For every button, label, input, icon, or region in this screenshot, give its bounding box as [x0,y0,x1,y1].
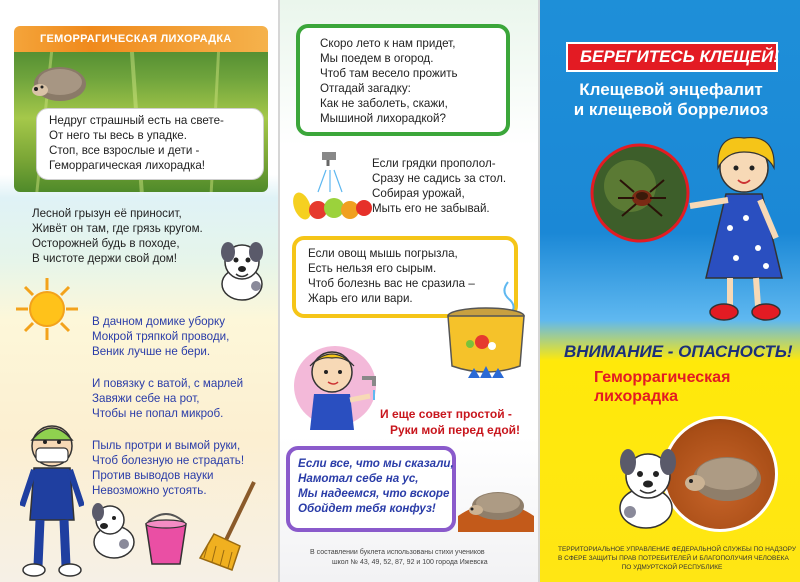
footer-line: ТЕРРИТОРИАЛЬНОЕ УПРАВЛЕНИЕ ФЕДЕРАЛЬНОЙ СЛУЖБЫ ПО НАДЗОРУ [558,546,796,553]
verse-line: Мокрой тряпкой проводи, [92,330,230,343]
riddle-bubble [296,24,510,136]
girl-icon [686,128,796,324]
verse-bubble-1 [36,108,264,180]
verse-line: Завяжи себе на рот, [92,392,200,405]
verse-line: Чтоб там весело прожить [320,67,458,80]
verse-line: Стоп, все взрослые и дети - [49,144,200,157]
verse-line: Чтоб болезнь вас не сразила – [308,277,475,290]
verse-line: Жарь его или вари. [308,292,413,305]
vegetables-icon [288,150,374,222]
verse-line: Мы надеемся, что вскоре [298,487,450,500]
bucket-icon [142,512,190,566]
verse-line: Невозможно устоять. [92,484,207,497]
dog-icon [212,238,272,302]
verse-line: Намотал себе на ус, [298,472,419,485]
verse-3 [92,314,229,359]
verse-line: И еще совет простой - [380,407,512,421]
verse-line: Живёт он там, где грязь кругом. [32,222,203,235]
verse-line: Лесной грызун её приносит, [32,207,182,220]
girl-icon [292,342,382,430]
title-line: Геморрагическая [594,369,731,386]
verse-line: И повязку с ватой, с марлей [92,377,244,390]
verse-line: Обойдет тебя конфуз! [298,502,436,515]
verse-line: Мыть его не забывай. [372,202,490,215]
attention-title: ВНИМАНИЕ - ОПАСНОСТЬ! [564,342,793,361]
verse-line: Сразу не садись за стол. [372,172,507,185]
diseases-title [564,80,778,120]
pot-icon [438,280,534,386]
section-header-title: ГЕМОРРАГИЧЕСКАЯ ЛИХОРАДКА [40,33,232,45]
credits-line: школ № 43, 49, 52, 87, 92 и 100 города Ижевска [332,559,488,566]
right-panel [540,0,800,582]
verse-line: Руки мой перед едой! [390,423,521,437]
verse-line: Собирая урожай, [372,187,465,200]
credits-line: В составлении буклета использованы стихи учеников [310,549,485,556]
beware-title: БЕРЕГИТЕСЬ КЛЕЩЕЙ! [580,47,779,66]
verse-line: Если овощ мышь погрызла, [308,247,458,260]
verse-line: Против выводов науки [92,469,214,482]
fever-title [594,368,730,406]
title-line: Клещевой энцефалит [579,80,763,99]
advice-text [380,406,520,438]
dog-icon [84,500,140,562]
verse-2 [32,206,203,266]
middle-panel [280,0,538,582]
verse-line: В дачном домике уборку [92,315,225,328]
verse-line: Если грядки прополол- [372,157,496,170]
garden-bubble [364,152,528,226]
hedgehog-icon [30,58,88,104]
sun-icon [14,276,80,342]
closing-bubble [286,446,456,532]
masked-boy-icon [20,420,84,582]
verse-line: Есть нельзя его сырым. [308,262,437,275]
verse-line: Геморрагическая лихорадка! [49,159,205,172]
verse-line: От него ты весь в упадке. [49,129,187,142]
footer-line: ПО УДМУРТСКОЙ РЕСПУБЛИКЕ [621,564,723,571]
broom-icon [198,478,264,574]
left-panel [0,0,278,582]
verse-line: Мы поедем в огород. [320,52,434,65]
credits [310,548,488,568]
title-line: лихорадка [594,388,679,405]
verse-line: Веник лучше не бери. [92,345,211,358]
footer-org [558,545,796,572]
verse-line: Чтобы не попал микроб. [92,407,224,420]
verse-line: Если все, что мы сказали, [298,457,454,470]
tick-icon [590,140,690,246]
verse-line: Пыль протри и вымой руки, [92,439,241,452]
verse-line: Отгадай загадку: [320,82,411,95]
verse-line: Скоро лето к нам придет, [320,37,456,50]
title-line: и клещевой боррелиоз [573,100,769,119]
footer-line: В СФЕРЕ ЗАЩИТЫ ПРАВ ПОТРЕБИТЕЛЕЙ И БЛАГОПОЛУЧИЯ ЧЕЛОВЕКА [558,555,789,562]
verse-4 [92,376,243,421]
verse-line: В чистоте держи свой дом! [32,252,177,265]
dog-icon [610,442,686,532]
verse-line: Как не заболеть, скажи, [320,97,448,110]
verse-line: Недруг страшный есть на свете- [49,114,224,127]
verse-line: Чтоб болезную не страдать! [92,454,245,467]
verse-line: Осторожней будь в походе, [32,237,180,250]
verse-line: Мышиной лихорадкой? [320,112,446,125]
mouse-icon [458,470,534,532]
